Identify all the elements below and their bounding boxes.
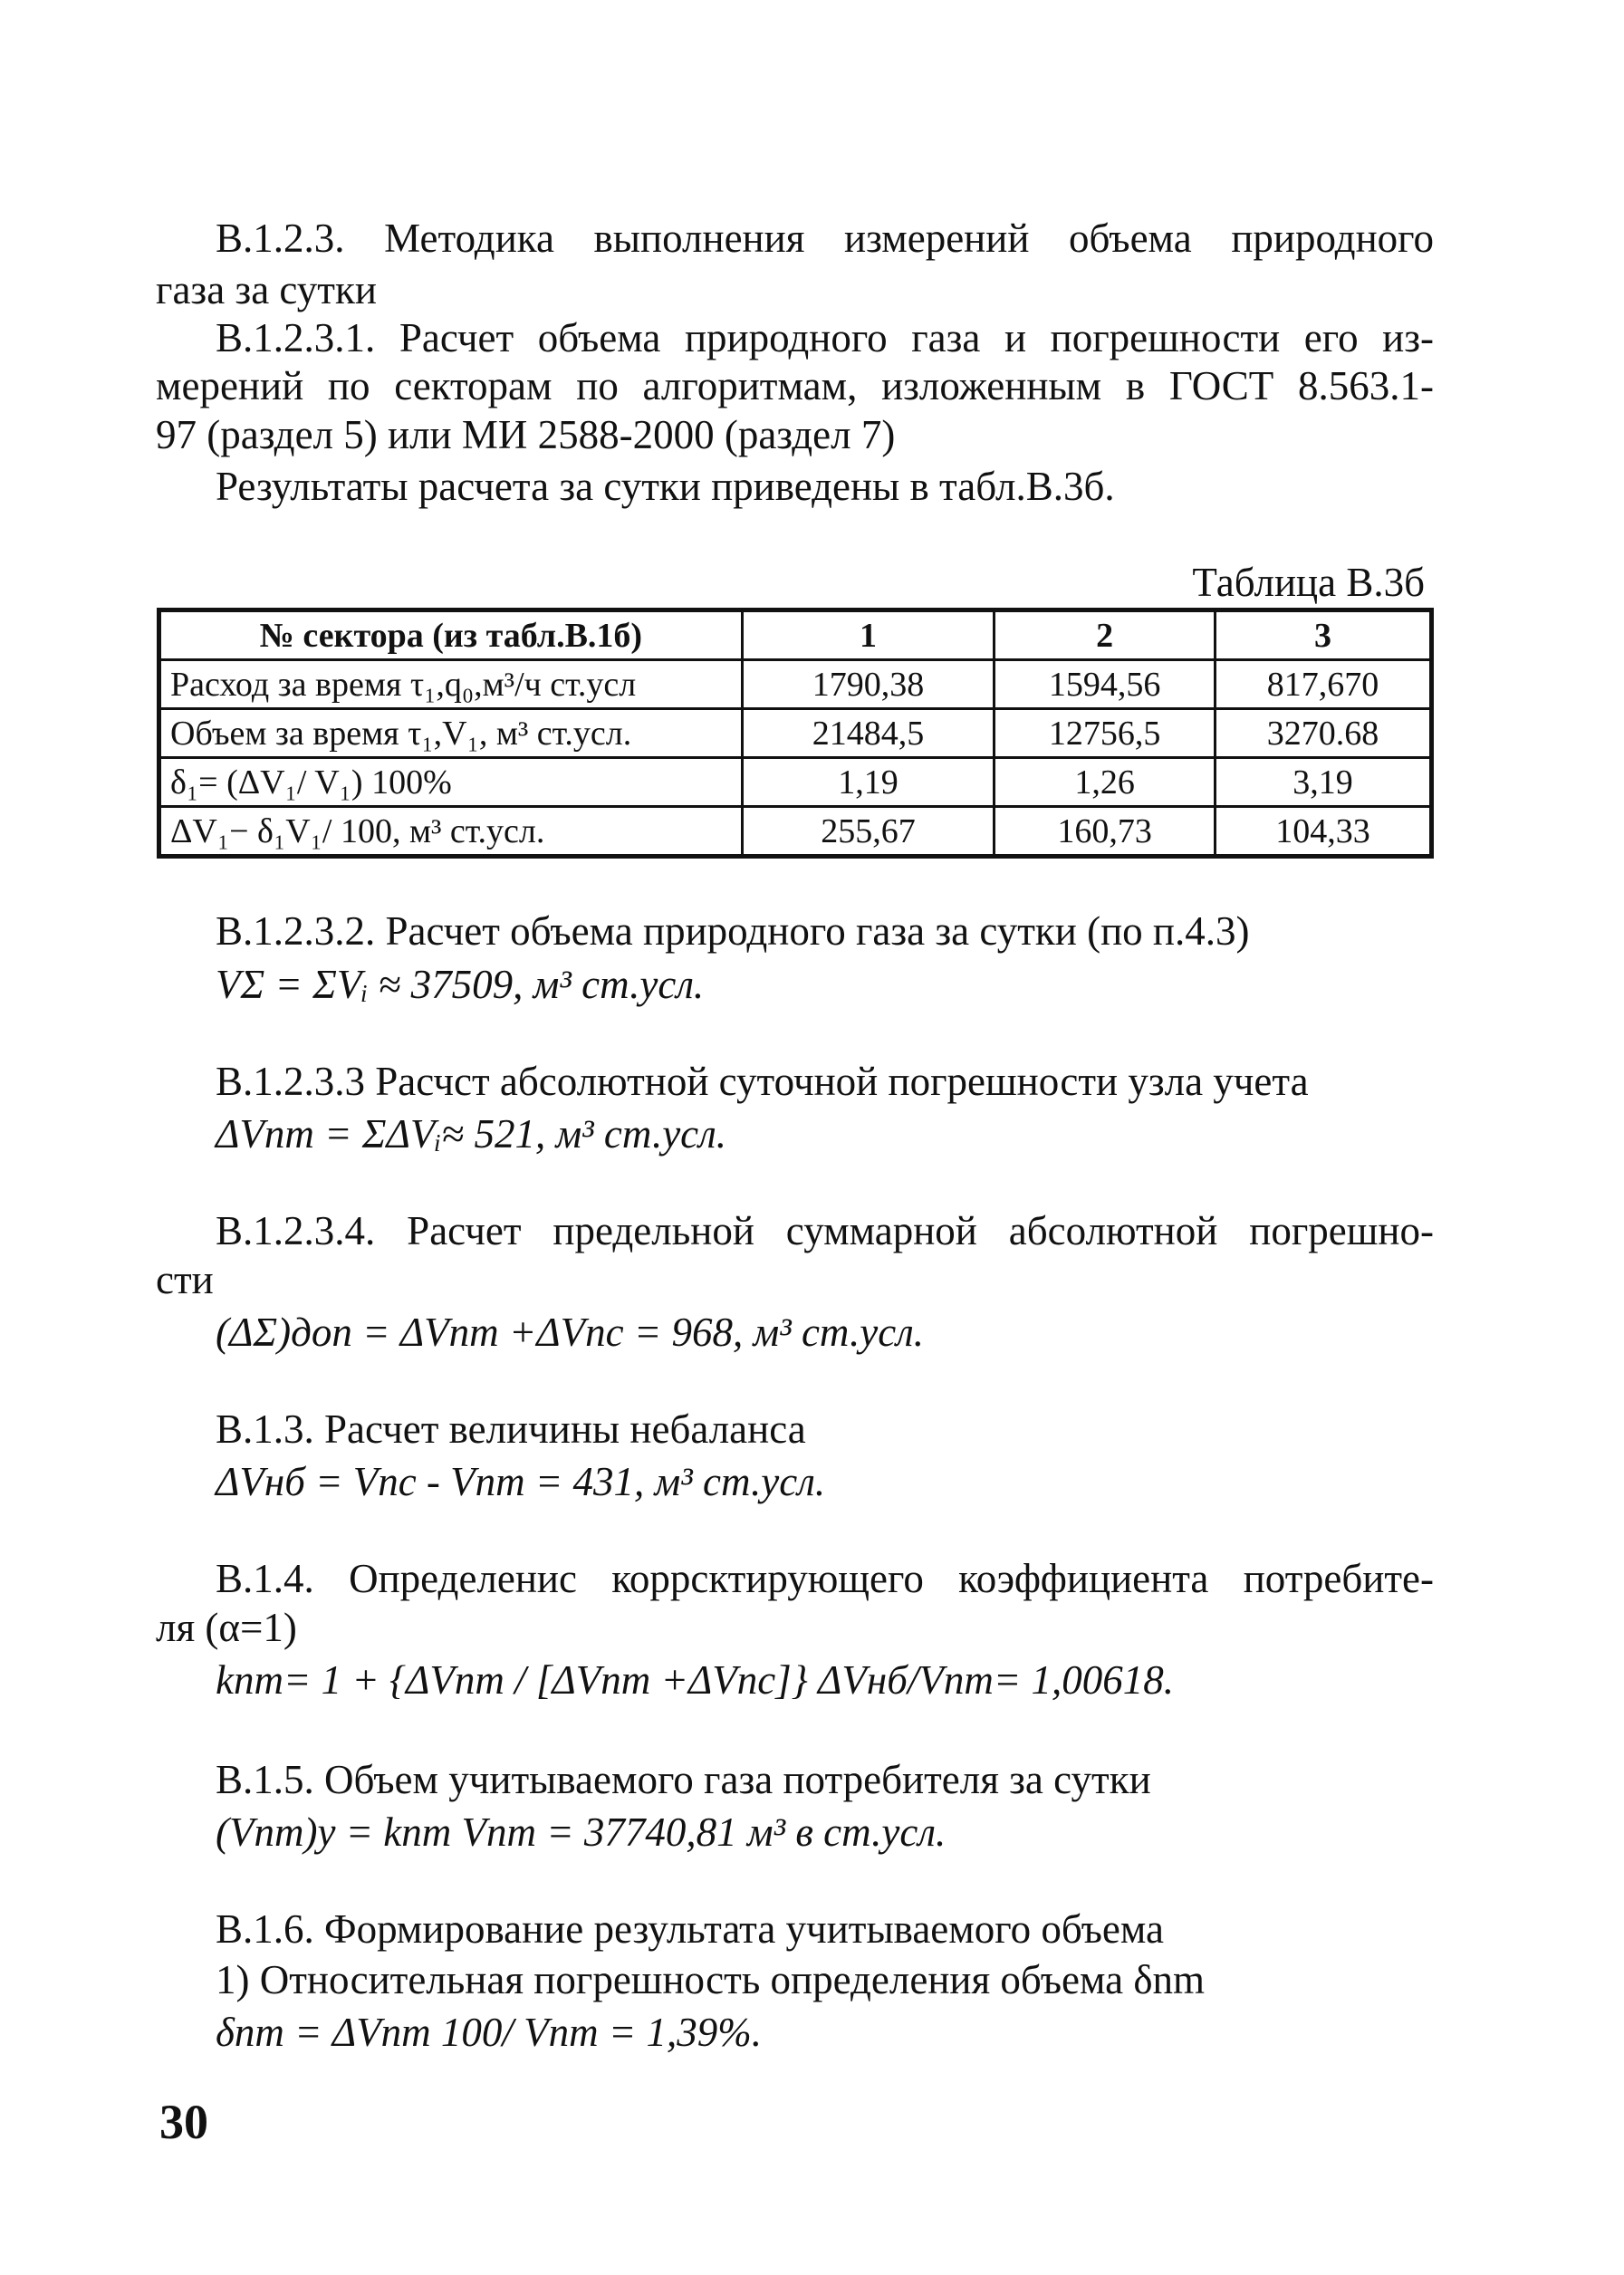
paragraph-line: газа за сутки — [156, 267, 377, 312]
paragraph-line: мерений по секторам по алгоритмам, изложенным в ГОСТ 8.563.1- — [156, 363, 1434, 408]
header-cell-2: 2 — [995, 610, 1216, 660]
formula: VΣ = ΣVᵢ ≈ 37509, м³ ст.усл. — [216, 962, 705, 1007]
section-title: В.1.2.3.3 Расчст абсолютной суточной погрешности узла учета — [216, 1059, 1309, 1104]
table-cell: 1790,38 — [742, 660, 994, 709]
paragraph-line: В.1.2.3. Методика выполнения измерений объема природного — [216, 216, 1434, 261]
row-label: δ₁= (ΔV₁/ V₁) 100% — [159, 758, 743, 807]
table-row — [159, 660, 1432, 709]
table-cell: 3,19 — [1216, 758, 1432, 807]
table-cell: 12756,5 — [995, 709, 1216, 758]
table-cell: 3270.68 — [1216, 709, 1432, 758]
table-cell: 1,19 — [742, 758, 994, 807]
table-cell: 1594,56 — [995, 660, 1216, 709]
formula: δnm = ΔVnm 100/ Vnm = 1,39%. — [216, 2010, 763, 2055]
section-title: В.1.4. Определенис коррсктирующего коэффициента потребите- — [216, 1556, 1434, 1601]
header-cell-sector: № сектора (из табл.В.1б) — [159, 610, 743, 660]
table-caption: Таблица В.3б — [1192, 560, 1425, 605]
table-cell: 817,670 — [1216, 660, 1432, 709]
formula: (Vnm)y = knm Vnm = 37740,81 м³ в ст.усл. — [216, 1809, 947, 1855]
table-cell: 255,67 — [742, 807, 994, 857]
formula: (ΔΣ)доп = ΔVnm +ΔVnc = 968, м³ ст.усл. — [216, 1310, 925, 1355]
paragraph-line: Результаты расчета за сутки приведены в табл.В.3б. — [216, 464, 1115, 509]
table-cell: 21484,5 — [742, 709, 994, 758]
header-cell-1: 1 — [742, 610, 994, 660]
section-title: В.1.2.3.2. Расчет объема природного газа за сутки (по п.4.3) — [216, 908, 1250, 954]
table-row — [159, 758, 1432, 807]
table-row — [159, 807, 1432, 857]
section-title: В.1.2.3.4. Расчет предельной суммарной абсолютной погрешно- — [216, 1208, 1434, 1253]
table-row — [159, 709, 1432, 758]
table-cell: 1,26 — [995, 758, 1216, 807]
paragraph-line: В.1.2.3.1. Расчет объема природного газа и погрешности его из- — [216, 315, 1434, 360]
section-title: В.1.6. Формирование результата учитываемого объема — [216, 1906, 1164, 1952]
table-cell: 160,73 — [995, 807, 1216, 857]
list-item: 1) Относительная погрешность определения объема δnm — [216, 1957, 1206, 2002]
section-title: сти — [156, 1257, 214, 1302]
header-cell-3: 3 — [1216, 610, 1432, 660]
table-cell: 104,33 — [1216, 807, 1432, 857]
section-title: В.1.3. Расчет величины небаланса — [216, 1406, 806, 1452]
table-header-row — [159, 610, 1432, 660]
paragraph-line: 97 (раздел 5) или МИ 2588-2000 (раздел 7) — [156, 412, 896, 457]
formula: knm= 1 + {ΔVnm / [ΔVnm +ΔVnc]} ΔVнб/Vnm= 1,00618. — [216, 1657, 1174, 1703]
formula: ΔVнб = Vnc - Vnm = 431, м³ ст.усл. — [216, 1459, 826, 1504]
section-title: ля (α=1) — [156, 1605, 297, 1650]
formula: ΔVnm = ΣΔVᵢ≈ 521, м³ ст.усл. — [216, 1111, 727, 1157]
section-title: В.1.5. Объем учитываемого газа потребителя за сутки — [216, 1757, 1151, 1802]
results-table — [157, 608, 1434, 859]
page-number: 30 — [159, 2095, 208, 2149]
row-label: ΔV₁− δ₁V₁/ 100, м³ ст.усл. — [159, 807, 743, 857]
row-label: Расход за время τ₁,q₀,м³/ч ст.усл — [159, 660, 743, 709]
row-label: Объем за время τ₁,V₁, м³ ст.усл. — [159, 709, 743, 758]
